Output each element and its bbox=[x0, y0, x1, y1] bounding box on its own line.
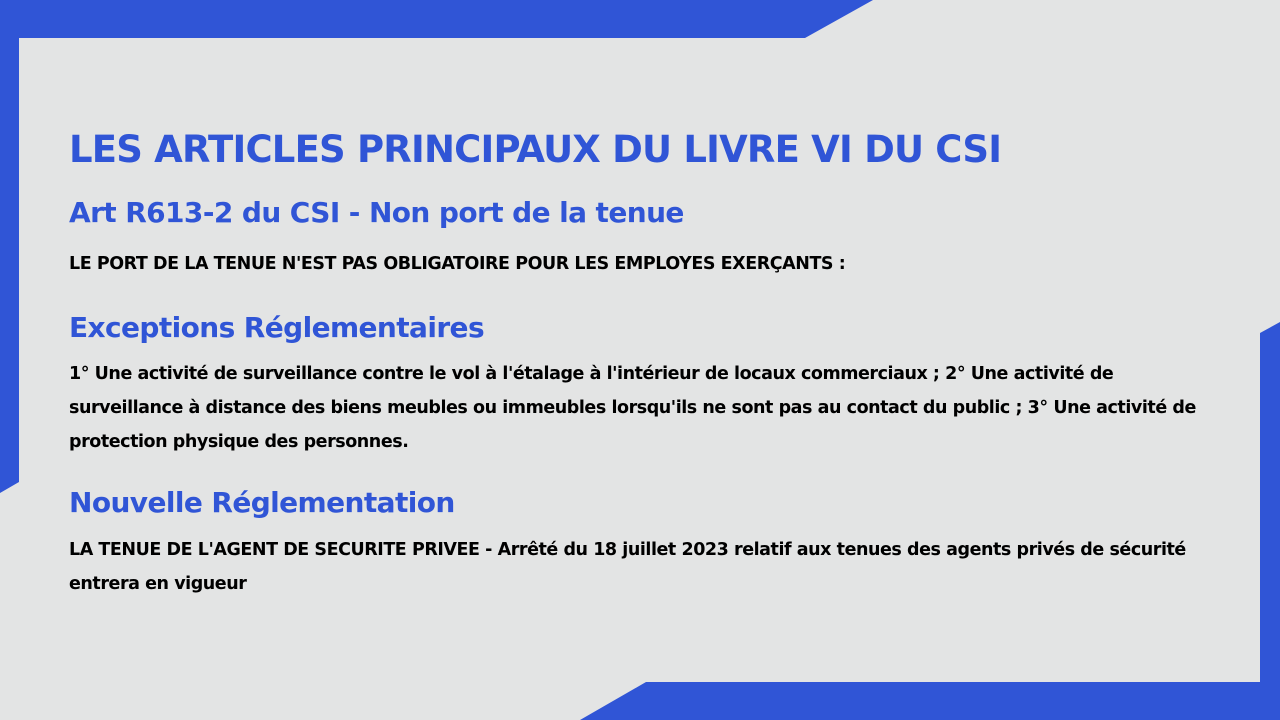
section-heading-art-r613-2: Art R613-2 du CSI - Non port de la tenue bbox=[69, 196, 684, 229]
section-heading-nouvelle-reglementation: Nouvelle Réglementation bbox=[69, 486, 455, 519]
section-body-exceptions: 1° Une activité de surveillance contre le vol à l'étalage à l'intérieur de locaux commerciaux ; 2° Une activité de surveillance à distance des biens meubles ou immeubles lorsqu'ils ne sont pas au contact du public ; 3° Une activité de protection physique des personnes. bbox=[69, 364, 1196, 452]
section-body-nouvelle-reglementation: LA TENUE DE L'AGENT DE SECURITE PRIVEE - Arrêté du 18 juillet 2023 relatif aux tenues des agents privés de sécurité entrera en vigueur bbox=[69, 540, 1186, 594]
section-heading-exceptions: Exceptions Réglementaires bbox=[69, 311, 485, 344]
section-body-port-tenue: LE PORT DE LA TENUE N'EST PAS OBLIGATOIRE POUR LES EMPLOYES EXERÇANTS : bbox=[69, 254, 846, 274]
slide-title: LES ARTICLES PRINCIPAUX DU LIVRE VI DU CSI bbox=[69, 128, 1002, 171]
